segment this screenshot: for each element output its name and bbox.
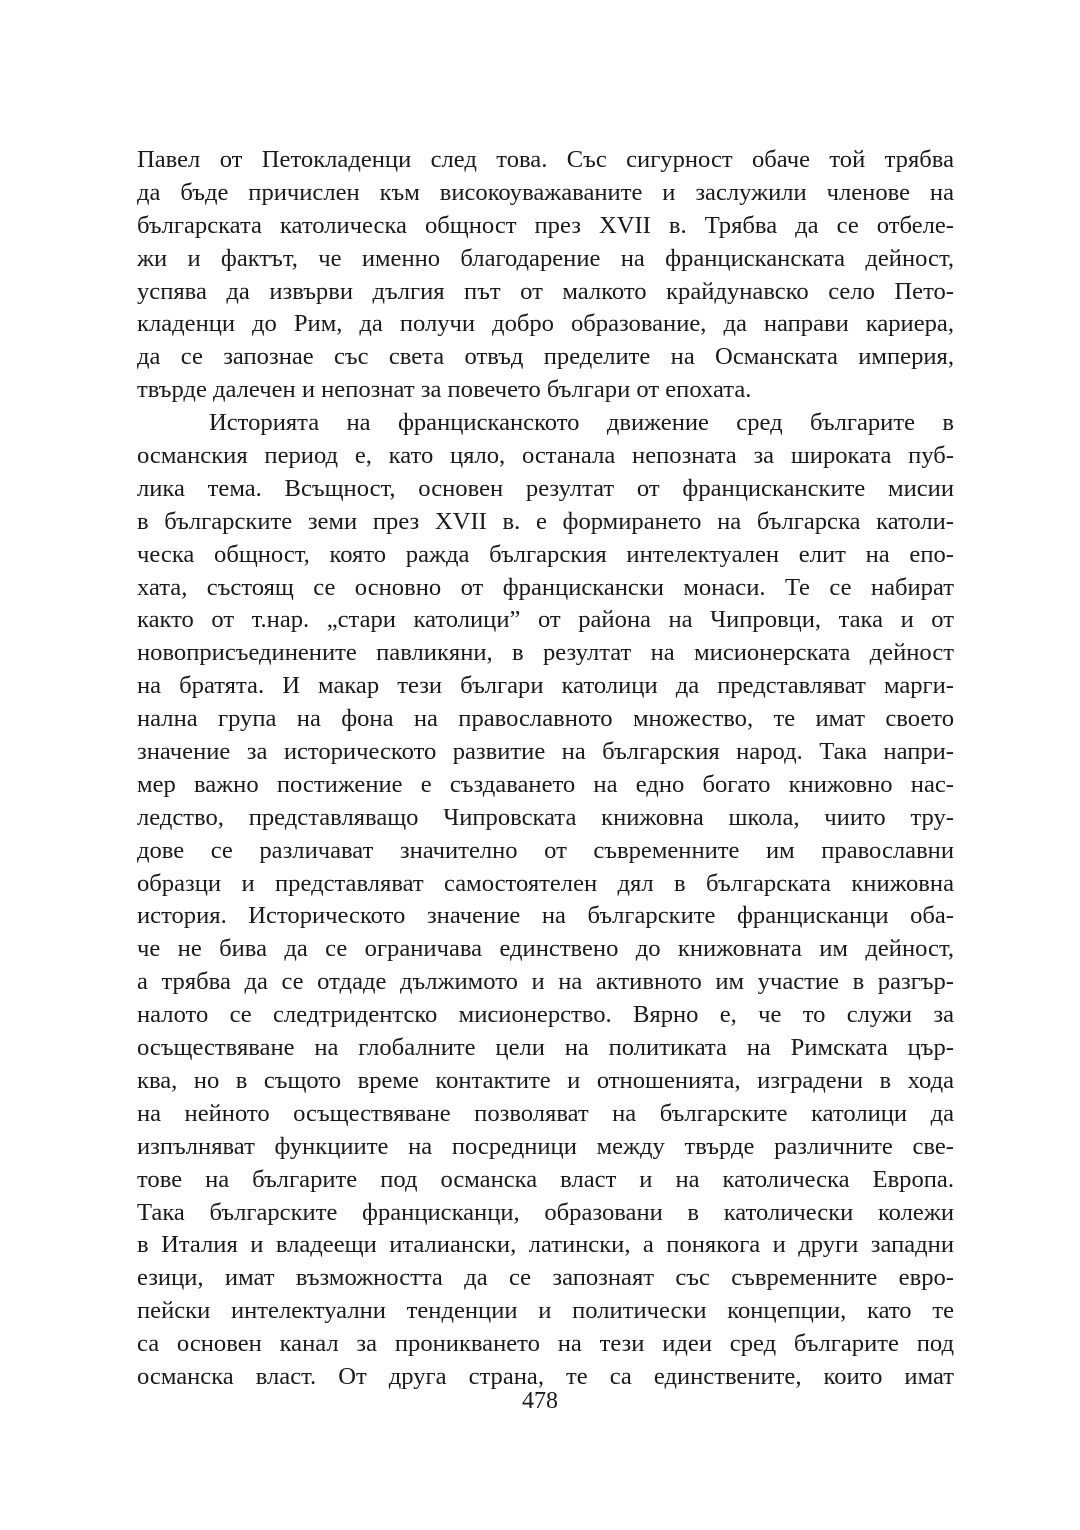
text-line: дове се различават значително от съвременните им православни [137, 836, 954, 864]
text-line: на братята. И макар тези българи католици да представляват марги- [137, 672, 954, 700]
text-line: в Италия и владеещи италиански, латински, а понякога и други западни [137, 1231, 954, 1259]
text-line: ческа общност, която ражда българския интелектуален елит на епо- [137, 540, 954, 568]
text-line: са основен канал за проникването на тези идеи сред българите под [137, 1330, 954, 1358]
text-line: тове на българите под османска власт и на католическа Европа. [137, 1165, 954, 1193]
text-line: мер важно постижение е създаването на едно богато книжовно нас- [137, 770, 954, 798]
text-line: на нейното осъществяване позволяват на българските католици да [137, 1099, 954, 1127]
text-line: осъществяване на глобалните цели на политиката на Римската цър- [137, 1034, 954, 1062]
text-line: османска власт. От друга страна, те са единствените, които имат [137, 1362, 954, 1390]
page-number: 478 [522, 1388, 558, 1414]
text-line: пейски интелектуални тенденции и политически концепции, като те [137, 1297, 954, 1325]
text-line: значение за историческото развитие на българския народ. Така напри- [137, 738, 954, 766]
text-line: твърде далечен и непознат за повечето българи от епохата. [137, 376, 752, 404]
text-line: хата, състоящ се основно от францискански монаси. Те се набират [137, 573, 954, 601]
text-line: Така българските францисканци, образовани в католически колежи [137, 1198, 954, 1226]
text-line: изпълняват функциите на посредници между твърде различните све- [137, 1132, 954, 1160]
text-line: кладенци до Рим, да получи добро образование, да направи кариера, [137, 310, 954, 338]
text-line: българската католическа общност през XVII в. Трябва да се отбеле- [137, 211, 954, 239]
text-line: лика тема. Всъщност, основен резултат от францисканските мисии [137, 474, 954, 502]
text-line: нална група на фона на православното множество, те имат своето [137, 705, 954, 733]
paragraph [137, 144, 954, 407]
text-line: успява да извърви дългия път от малкото крайдунавско село Пето- [137, 277, 954, 305]
body-text [137, 144, 954, 1394]
text-line: в българските земи през XVII в. е формирането на българска католи- [137, 507, 954, 535]
text-line: да бъде причислен към високоуважаваните и заслужили членове на [137, 178, 954, 206]
text-line: ква, но в същото време контактите и отношенията, изградени в хода [137, 1066, 954, 1094]
text-line: жи и фактът, че именно благодарение на францисканската дейност, [137, 244, 954, 272]
text-line: ледство, представляващо Чипровската книжовна школа, чиито тру- [137, 803, 954, 831]
paragraph [137, 407, 954, 1394]
text-line: Павел от Петокладенци след това. Със сигурност обаче той трябва [137, 146, 954, 173]
text-line: да се запознае със света отвъд пределите на Османската империя, [137, 343, 954, 371]
text-line: новоприсъединените павликяни, в резултат на мисионерската дейност [137, 639, 954, 667]
text-line: османския период е, като цяло, останала непозната за широката пуб- [137, 442, 954, 470]
text-line: Историята на францисканското движение сред българите в [209, 409, 954, 437]
text-line: история. Историческото значение на българските францисканци оба- [137, 902, 954, 930]
text-line: че не бива да се ограничава единствено до книжовната им дейност, [137, 935, 954, 963]
text-line: а трябва да се отдаде дължимото и на активното им участие в разгър- [137, 968, 954, 996]
text-line: образци и представляват самостоятелен дял в българската книжовна [137, 869, 954, 897]
text-line: езици, имат възможността да се запознаят със съвременните евро- [137, 1264, 954, 1292]
text-line: както от т.нар. „стари католици” от района на Чипровци, така и от [137, 606, 954, 634]
text-line: налото се следтридентско мисионерство. Вярно е, че то служи за [137, 1001, 954, 1029]
